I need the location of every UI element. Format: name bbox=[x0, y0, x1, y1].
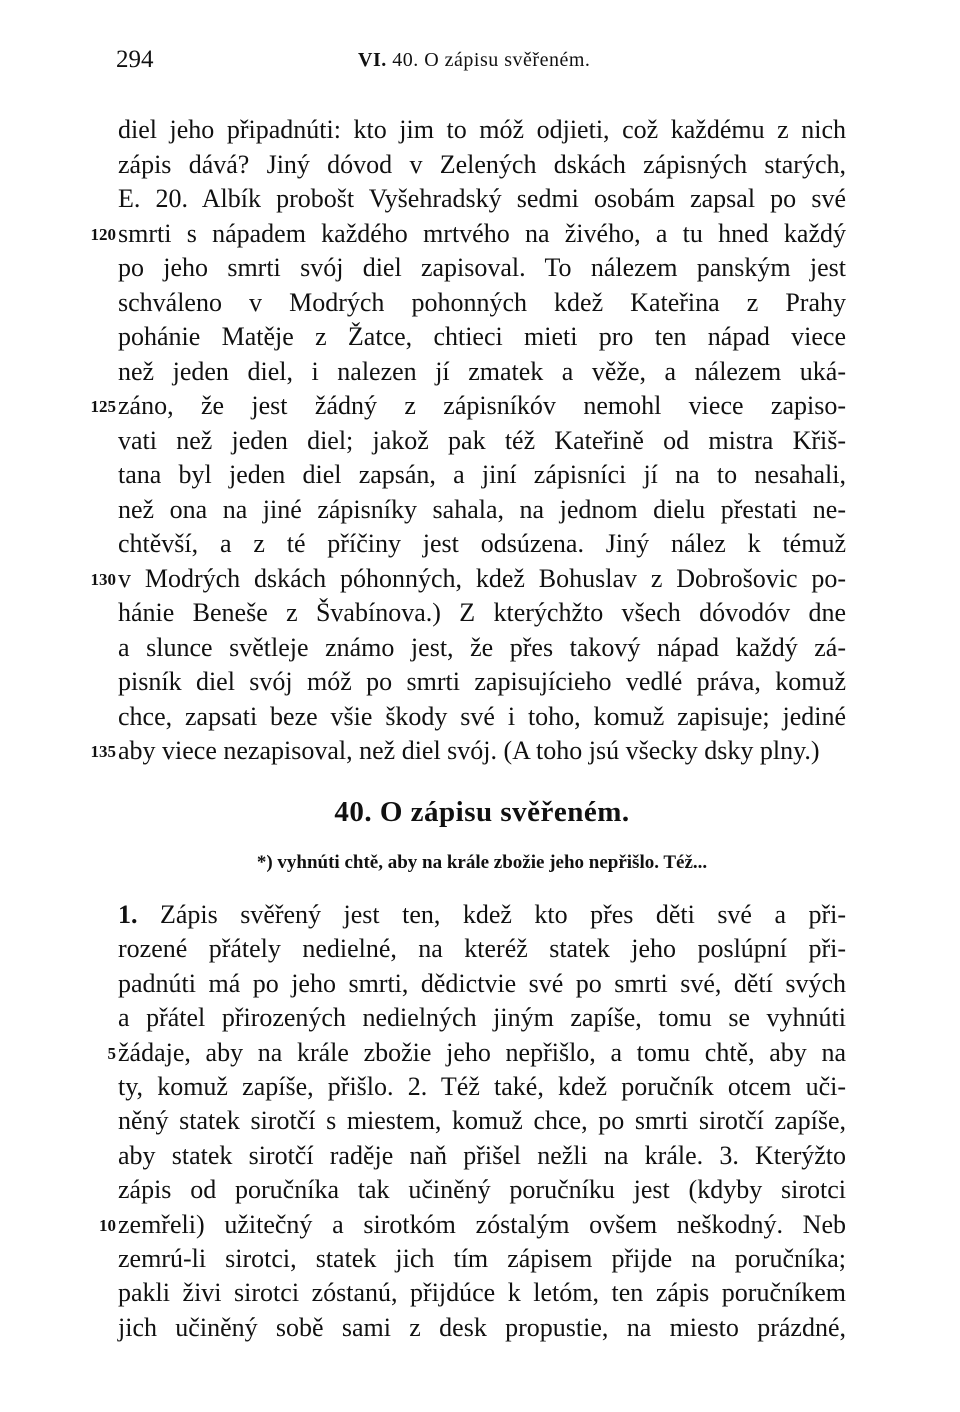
footnote-insert: *) vyhnúti chtě, aby na krále zbožie jeho nepřišlo. Též... bbox=[256, 852, 708, 873]
text-line: chtěvší, a z té příčiny jest odsúzena. Jiný nález k témuž bbox=[118, 529, 846, 558]
margin-line-number: 5 bbox=[107, 1043, 116, 1063]
text-line: pohánie Matěje z Žatce, chtieci mieti pro ten nápad viece bbox=[118, 322, 846, 351]
text-line: tana byl jeden diel zapsán, a jiní zápisníci jí na to nesahali, bbox=[118, 460, 846, 489]
text-line: a slunce světleje známo jest, že přes takový nápad každý zá- bbox=[118, 632, 846, 662]
page-number: 294 bbox=[116, 46, 154, 73]
text-line: smrti s nápadem každého mrtvého na živého, a tu hned každý bbox=[118, 218, 846, 248]
text-line: zápis dává? Jiný dóvod v Zelených dskách zápisných starých, bbox=[118, 149, 846, 179]
section-heading: 40. O zápisu svěřeném. bbox=[334, 796, 630, 828]
text-line: po jeho smrti svój diel zapisoval. To nálezem panským jest bbox=[118, 253, 846, 282]
text-line: chce, zapsati beze všie škody své i toho, komuž zapisuje; jediné bbox=[118, 701, 846, 731]
text-line: a přátel přirozených nedielných jiným zapíše, tomu se vyhnúti bbox=[118, 1003, 846, 1033]
text-line: E. 20. Albík probošt Vyšehradský sedmi osobám zapsal po své bbox=[118, 184, 846, 213]
text-line: vati než jeden diel; jakož pak též Kateřině od mistra Křiš- bbox=[118, 425, 846, 455]
chapter-numeral: VI. bbox=[358, 49, 387, 71]
margin-line-number: 120 bbox=[90, 224, 116, 244]
running-title-text: 40. O zápisu svěřeném. bbox=[392, 49, 591, 71]
text-line: rozené přátely nedielné, na kteréž statek jeho poslúpní při- bbox=[118, 934, 846, 964]
text-line: zemřeli) užitečný a sirotkóm zóstalým ovšem neškodný. Neb bbox=[118, 1209, 846, 1239]
text-line: zemrú-li sirotci, statek jich tím zápisem přijde na poručníka; bbox=[118, 1244, 846, 1273]
margin-line-number: 125 bbox=[90, 397, 116, 416]
text-line: diel jeho připadnúti: kto jim to móž odjieti, což každému z nich bbox=[118, 115, 846, 144]
text-line: pakli živi sirotci zóstanú, přijdúce k letóm, ten zápis poručníkem bbox=[118, 1278, 846, 1308]
text-line: ty, komuž zapíše, přišlo. 2. Též také, kdež poručník otcem uči- bbox=[118, 1072, 846, 1101]
margin-line-number: 135 bbox=[90, 742, 116, 761]
text-line: pisník diel svój móž po smrti zapisujícieho vedlé práva, komuž bbox=[118, 667, 846, 696]
text-line: než jeden diel, i nalezen jí zmatek a věže, a nálezem uká- bbox=[118, 356, 846, 386]
text-line: 1. Zápis svěřený jest ten, kdež kto přes děti své a při- bbox=[118, 900, 846, 929]
text-line: v Modrých dskách póhonných, kdež Bohuslav z Dobrošovic po- bbox=[118, 563, 846, 593]
running-title bbox=[358, 44, 590, 76]
running-head bbox=[116, 44, 846, 76]
text-line: záno, že jest žádný z zápisníkóv nemohl viece zapiso- bbox=[118, 391, 846, 420]
text-line: žádaje, aby na krále zbožie jeho nepřišlo, a tomu chtě, aby na bbox=[118, 1037, 846, 1067]
margin-line-number: 10 bbox=[99, 1215, 116, 1235]
text-line: než ona na jiné zápisníky sahala, na jednom dielu přestati ne- bbox=[118, 494, 846, 524]
text-line: aby viece nezapisoval, než diel svój. (A toho jsú všecky dsky plny.) bbox=[118, 736, 820, 765]
text-line: jich učiněný sobě sami z desk propustie, na miesto prázdné, bbox=[118, 1312, 846, 1342]
text-line: padnúti má po jeho smrti, dědictvie své po smrti své, dětí svých bbox=[118, 968, 846, 998]
text-line: něný statek sirotčí s miestem, komuž chce, po smrti sirotčí zapíše, bbox=[118, 1106, 846, 1136]
text-line: schváleno v Modrých pohonných kdež Kateřina z Prahy bbox=[118, 287, 846, 317]
margin-line-number: 130 bbox=[90, 569, 116, 589]
text-line: zápis od poručníka tak učiněný poručníku jest (kdyby sirotci bbox=[118, 1175, 846, 1205]
text-line: hánie Beneše z Švabínova.) Z kterýchžto všech dóvodóv dne bbox=[118, 598, 846, 627]
text-line: aby statek sirotčí raděje naň přišel nežli na krále. 3. Kterýžto bbox=[118, 1140, 846, 1170]
